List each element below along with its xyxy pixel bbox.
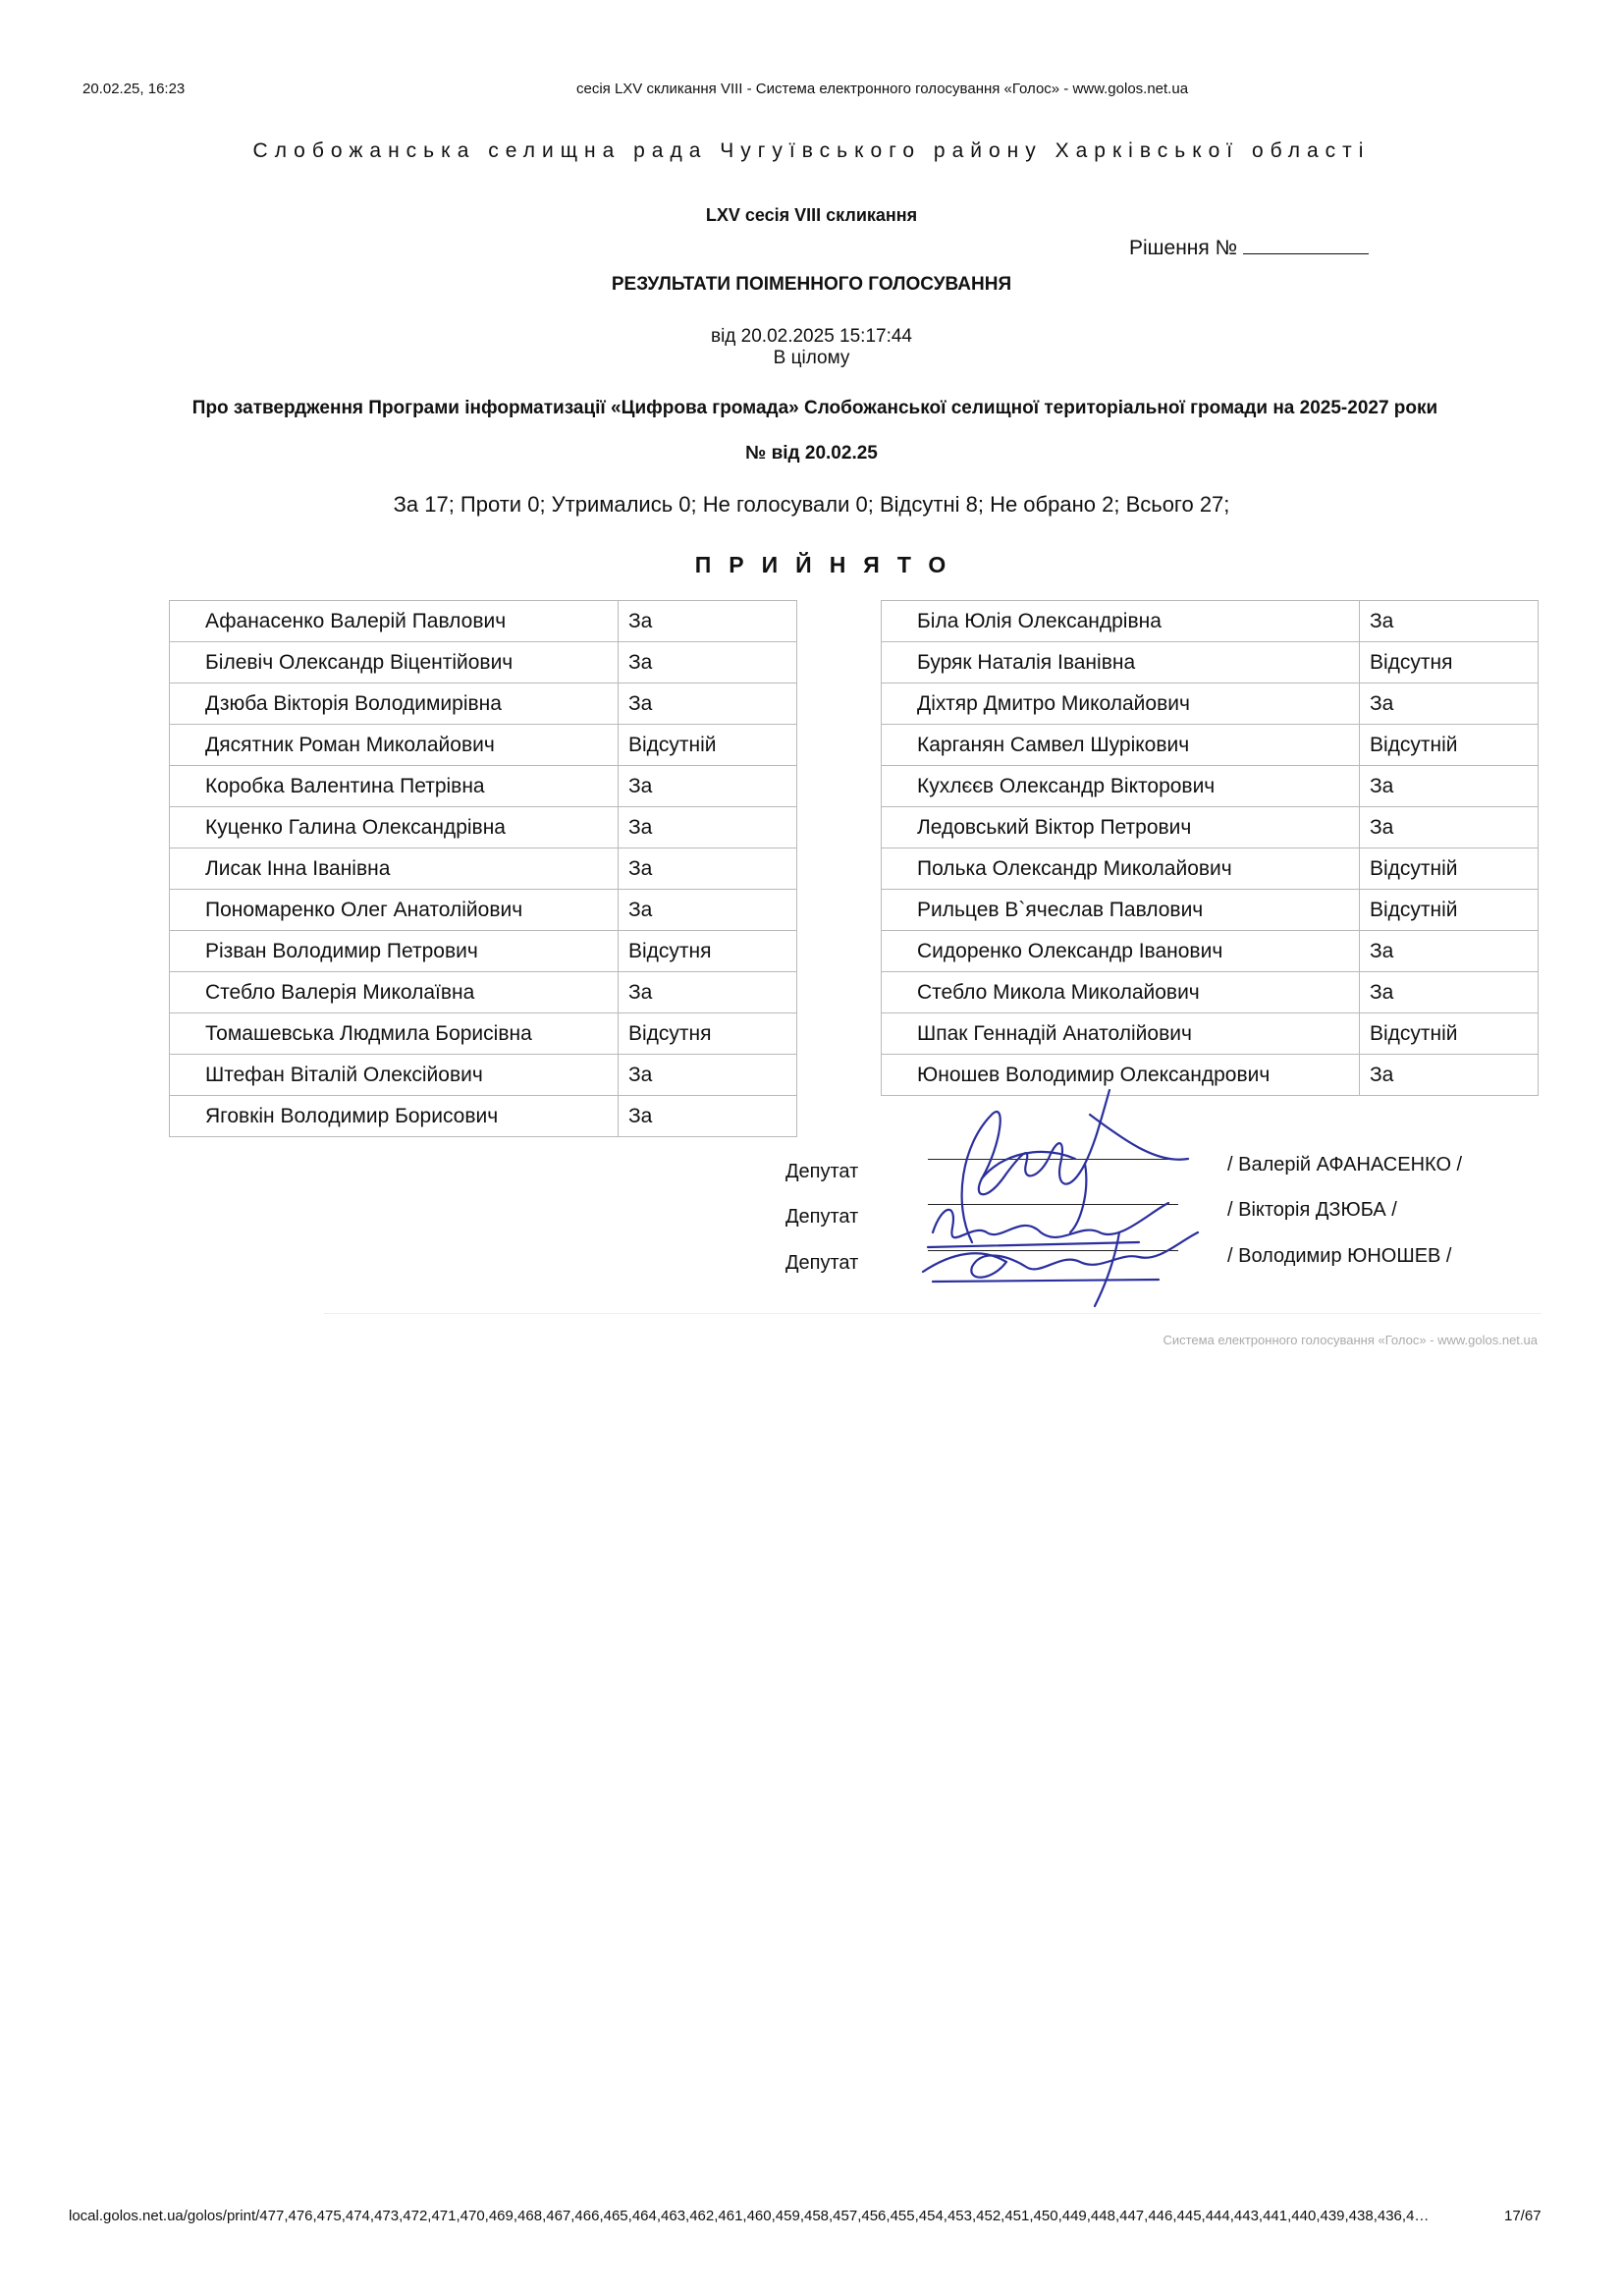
- deputy-name: Афанасенко Валерій Павлович: [170, 601, 619, 642]
- session-title: LXV сесія VIII скликання: [705, 205, 918, 225]
- topic-number: № від 20.02.25: [745, 443, 878, 464]
- deputy-name: Куценко Галина Олександрівна: [170, 807, 619, 848]
- vote-row: [882, 642, 1539, 683]
- vote-row: [170, 1055, 797, 1096]
- deputy-name: Коробка Валентина Петрівна: [170, 766, 619, 807]
- vote-row: [170, 766, 797, 807]
- deputy-name: Дзюба Вікторія Володимирівна: [170, 683, 619, 725]
- print-url: local.golos.net.ua/golos/print/477,476,475,474,473,472,471,470,469,468,467,466,465,464,463,462,461,460,459,458,457,456,455,454,453,452,451,450,449,448,447,446,445,444,443,441,440,439,438,436,4…: [69, 2208, 1430, 2224]
- deputy-name: Ледовський Віктор Петрович: [882, 807, 1360, 848]
- deputy-vote: За: [1360, 807, 1539, 848]
- vote-scope: В цілому: [773, 348, 850, 368]
- signatory-role: Депутат: [785, 1206, 859, 1228]
- deputy-vote: Відсутній: [619, 725, 797, 766]
- print-title: сесія LXV скликання VIII - Система електронного голосування «Голос» - www.golos.net.ua: [576, 81, 1189, 97]
- votes-table-right: [881, 600, 1539, 1096]
- deputy-vote: За: [619, 766, 797, 807]
- deputy-vote: За: [619, 848, 797, 890]
- deputy-vote: За: [1360, 972, 1539, 1013]
- deputy-vote: За: [1360, 1055, 1539, 1096]
- deputy-name: Стебло Валерія Миколаївна: [170, 972, 619, 1013]
- handwritten-signatures: [913, 1085, 1227, 1311]
- deputy-name: Штефан Віталій Олексійович: [170, 1055, 619, 1096]
- faint-divider: [324, 1313, 1542, 1314]
- deputy-name: Буряк Наталія Іванівна: [882, 642, 1360, 683]
- deputy-vote: За: [619, 1055, 797, 1096]
- print-timestamp: 20.02.25, 16:23: [82, 81, 186, 97]
- deputy-vote: Відсутня: [619, 1013, 797, 1055]
- vote-row: [882, 807, 1539, 848]
- deputy-vote: Відсутня: [1360, 642, 1539, 683]
- deputy-vote: За: [619, 890, 797, 931]
- deputy-name: Дясятник Роман Миколайович: [170, 725, 619, 766]
- signatory-role: Депутат: [785, 1161, 859, 1182]
- vote-row: [170, 601, 797, 642]
- deputy-name: Стебло Микола Миколайович: [882, 972, 1360, 1013]
- vote-row: [170, 1096, 797, 1137]
- deputy-name: Біла Юлія Олександрівна: [882, 601, 1360, 642]
- deputy-name: Діхтяр Дмитро Миколайович: [882, 683, 1360, 725]
- results-title: РЕЗУЛЬТАТИ ПОІМЕННОГО ГОЛОСУВАННЯ: [611, 274, 1012, 295]
- deputy-name: Юношев Володимир Олександрович: [882, 1055, 1360, 1096]
- vote-topic: Про затвердження Програми інформатизації «Цифрова громада» Слобожанської селищної територіальної громади на 2025-2027 роки: [191, 398, 1438, 418]
- deputy-vote: Відсутній: [1360, 1013, 1539, 1055]
- signatory-name: / Вікторія ДЗЮБА /: [1227, 1199, 1397, 1221]
- deputy-name: Шпак Геннадій Анатолійович: [882, 1013, 1360, 1055]
- vote-row: [170, 890, 797, 931]
- deputy-vote: За: [1360, 683, 1539, 725]
- deputy-name: Томашевська Людмила Борисівна: [170, 1013, 619, 1055]
- vote-row: [170, 931, 797, 972]
- decision-label: Рішення №: [1129, 237, 1238, 259]
- deputy-vote: За: [619, 683, 797, 725]
- vote-row: [882, 972, 1539, 1013]
- signature-dzyuba: [933, 1203, 1168, 1237]
- vote-verdict: ПРИЙНЯТО: [694, 552, 964, 577]
- signature-afanasenko: [962, 1090, 1109, 1242]
- vote-row: [170, 1013, 797, 1055]
- deputy-name: Пономаренко Олег Анатолійович: [170, 890, 619, 931]
- signatory-name: / Валерій АФАНАСЕНКО /: [1227, 1154, 1463, 1175]
- votes-table-left: [169, 600, 797, 1137]
- vote-row: [882, 890, 1539, 931]
- deputy-vote: Відсутній: [1360, 848, 1539, 890]
- vote-datetime: від 20.02.2025 15:17:44: [710, 326, 912, 347]
- vote-row: [170, 972, 797, 1013]
- deputy-name: Кухлєєв Олександр Вікторович: [882, 766, 1360, 807]
- deputy-vote: За: [619, 972, 797, 1013]
- deputy-name: Карганян Самвел Шурікович: [882, 725, 1360, 766]
- vote-row: [170, 642, 797, 683]
- deputy-vote: За: [619, 807, 797, 848]
- deputy-name: Білевіч Олександр Віцентійович: [170, 642, 619, 683]
- vote-row: [882, 683, 1539, 725]
- vote-row: [882, 848, 1539, 890]
- decision-blank-line: [1243, 236, 1369, 254]
- deputy-name: Яговкін Володимир Борисович: [170, 1096, 619, 1137]
- deputy-vote: За: [1360, 601, 1539, 642]
- vote-row: [882, 1013, 1539, 1055]
- deputy-vote: Відсутня: [619, 931, 797, 972]
- vote-row: [170, 848, 797, 890]
- vote-row: [882, 931, 1539, 972]
- deputy-vote: За: [1360, 766, 1539, 807]
- deputy-name: Лисак Інна Іванівна: [170, 848, 619, 890]
- deputy-name: Різван Володимир Петрович: [170, 931, 619, 972]
- vote-summary: За 17; Проти 0; Утримались 0; Не голосували 0; Відсутні 8; Не обрано 2; Всього 27;: [393, 492, 1230, 517]
- signatory-name: / Володимир ЮНОШЕВ /: [1227, 1245, 1452, 1267]
- signature-yunoshev: [923, 1232, 1198, 1278]
- deputy-vote: За: [619, 601, 797, 642]
- system-footer: Система електронного голосування «Голос» - www.golos.net.ua: [1163, 1333, 1538, 1347]
- vote-row: [882, 601, 1539, 642]
- deputy-vote: За: [1360, 931, 1539, 972]
- vote-row: [170, 725, 797, 766]
- decision-number: [1129, 236, 1369, 260]
- vote-row: [170, 683, 797, 725]
- deputy-name: Полька Олександр Миколайович: [882, 848, 1360, 890]
- organization-name: Слобожанська селищна рада Чугуївського району Харківської області: [252, 139, 1371, 162]
- deputy-vote: Відсутній: [1360, 890, 1539, 931]
- deputy-name: Рильцев В`ячеслав Павлович: [882, 890, 1360, 931]
- deputy-vote: За: [619, 1096, 797, 1137]
- deputy-vote: Відсутній: [1360, 725, 1539, 766]
- vote-row: [882, 725, 1539, 766]
- page-number: 17/67: [1504, 2208, 1542, 2224]
- deputy-name: Сидоренко Олександр Іванович: [882, 931, 1360, 972]
- vote-row: [882, 766, 1539, 807]
- signatory-role: Депутат: [785, 1252, 859, 1274]
- deputy-vote: За: [619, 642, 797, 683]
- vote-row: [170, 807, 797, 848]
